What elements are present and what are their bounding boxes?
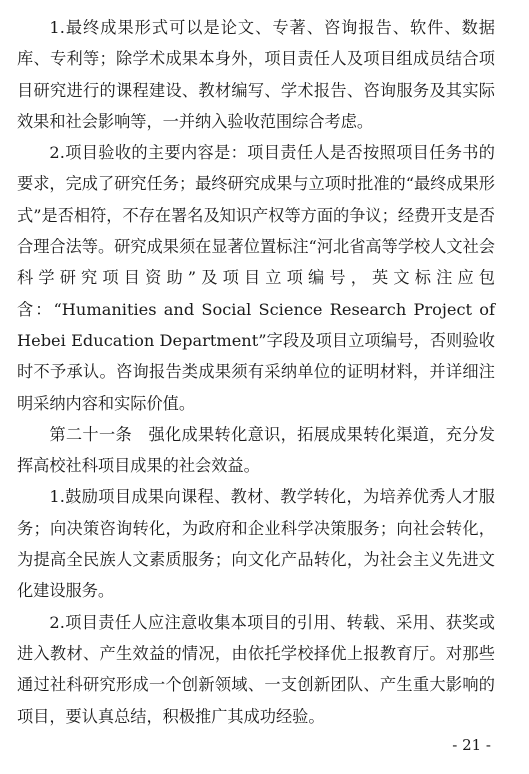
paragraph-encourage-transformation: 1.鼓励项目成果向课程、教材、教学转化，为培养优秀人才服务；向决策咨询转化，为政府和企业科学决策服务；向社会转化，为提高全民族人文素质服务；向文化产品转化，为社会主义先进文化建设服务。: [17, 487, 495, 601]
paragraph-collect-usage: 2.项目责任人应注意收集本项目的引用、转载、采用、获奖或进入教材、产生效益的情况，由依托学校择优上报教育厅。对那些通过社科研究形成一个创新领域、一支创新团队、产生重大影响的项目，要认真总结，积极推广其成功经验。: [17, 612, 495, 726]
page-number: - 21 -: [452, 736, 491, 754]
paragraph-article-21: 第二十一条 强化成果转化意识，拓展成果转化渠道，充分发挥高校社科项目成果的社会效益。: [17, 424, 495, 476]
document-body: [17, 12, 495, 732]
paragraph-acceptance-content: 2.项目验收的主要内容是：项目责任人是否按照项目任务书的要求，完成了研究任务；最终研究成果与立项时批准的“最终成果形式”是否相符，不存在署名及知识产权等方面的争议；经费开支是否合理合法等。研究成果须在显著位置标注“河北省高等学校人文社会科学研究项目资助”及项目立项编号，英文标注应包含：“Humanities and Social Science Research Project of Hebei Education Department”字段及项目立项编号，否则验收时不予承认。咨询报告类成果须有采纳单位的证明材料，并详细注明采纳内容和实际价值。: [17, 143, 495, 413]
paragraph-final-result-forms: 1.最终成果形式可以是论文、专著、咨询报告、软件、数据库、专利等；除学术成果本身外，项目责任人及项目组成员结合项目研究进行的课程建设、教材编写、学术报告、咨询服务及其实际效果和社会影响等，一并纳入验收范围综合考虑。: [17, 18, 495, 131]
